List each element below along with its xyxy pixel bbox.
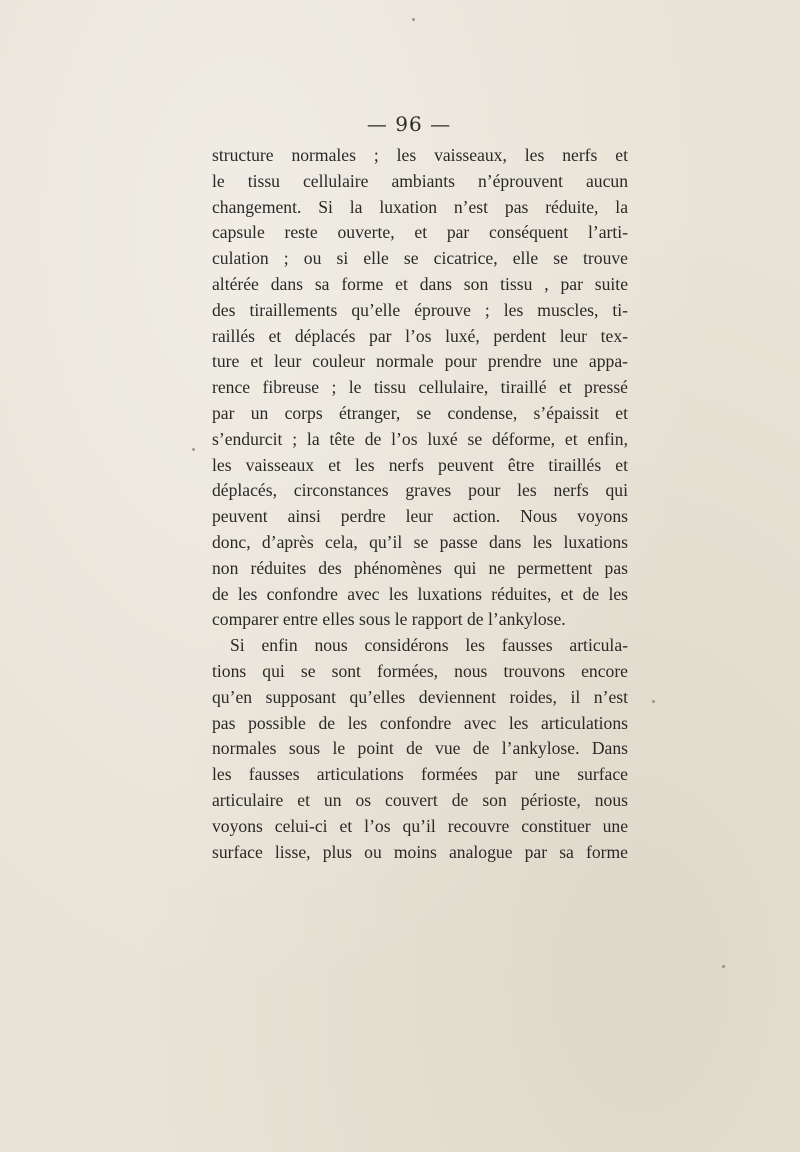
text-line: des tiraillements qu’elle éprouve ; les muscles, ti- xyxy=(212,299,628,320)
text-line: surface lisse, plus ou moins analogue par sa forme xyxy=(212,841,628,862)
body-text xyxy=(212,143,628,865)
page-number: — 96 — xyxy=(366,112,452,136)
text-line: non réduites des phénomènes qui ne permettent pas xyxy=(212,557,628,578)
text-line: altérée dans sa forme et dans son tissu , par suite xyxy=(212,273,628,294)
paper-speck xyxy=(652,700,655,703)
text-line: déplacés, circonstances graves pour les nerfs qui xyxy=(212,480,628,501)
text-line: voyons celui-ci et l’os qu’il recouvre constituer une xyxy=(212,815,628,836)
text-line: les vaisseaux et les nerfs peuvent être tiraillés et xyxy=(212,454,628,475)
text-line: de les confondre avec les luxations réduites, et de les xyxy=(212,583,628,604)
text-line: les fausses articulations formées par une surface xyxy=(212,764,628,785)
text-line: tions qui se sont formées, nous trouvons encore xyxy=(212,660,628,681)
text-line: normales sous le point de vue de l’ankylose. Dans xyxy=(212,738,628,759)
text-line: Si enfin nous considérons les fausses articula- xyxy=(230,635,628,656)
paper-speck xyxy=(192,448,195,451)
text-line: culation ; ou si elle se cicatrice, elle se trouve xyxy=(212,248,628,269)
text-line: qu’en supposant qu’elles deviennent roides, il n’est xyxy=(212,686,628,707)
text-line: structure normales ; les vaisseaux, les nerfs et xyxy=(212,145,628,165)
text-line: ture et leur couleur normale pour prendre une appa- xyxy=(212,351,628,372)
text-line: donc, d’après cela, qu’il se passe dans les luxations xyxy=(212,531,628,552)
text-line: par un corps étranger, se condense, s’épaissit et xyxy=(212,402,628,423)
text-line: pas possible de les confondre avec les articulations xyxy=(212,712,628,733)
text-line: capsule reste ouverte, et par conséquent l’arti- xyxy=(212,222,628,243)
text-line: s’endurcit ; la tête de l’os luxé se déforme, et enfin, xyxy=(212,428,628,449)
paper-speck xyxy=(412,18,415,21)
text-line: changement. Si la luxation n’est pas réduite, la xyxy=(212,196,628,217)
text-line: raillés et déplacés par l’os luxé, perdent leur tex- xyxy=(212,325,628,346)
text-line: peuvent ainsi perdre leur action. Nous voyons xyxy=(212,506,628,527)
paper-speck xyxy=(722,965,725,968)
text-line: rence fibreuse ; le tissu cellulaire, tiraillé et pressé xyxy=(212,377,628,398)
text-line: le tissu cellulaire ambiants n’éprouvent aucun xyxy=(212,170,628,191)
text-line: comparer entre elles sous le rapport de l’ankylose. xyxy=(212,609,566,630)
text-line: articulaire et un os couvert de son périoste, nous xyxy=(212,789,628,810)
